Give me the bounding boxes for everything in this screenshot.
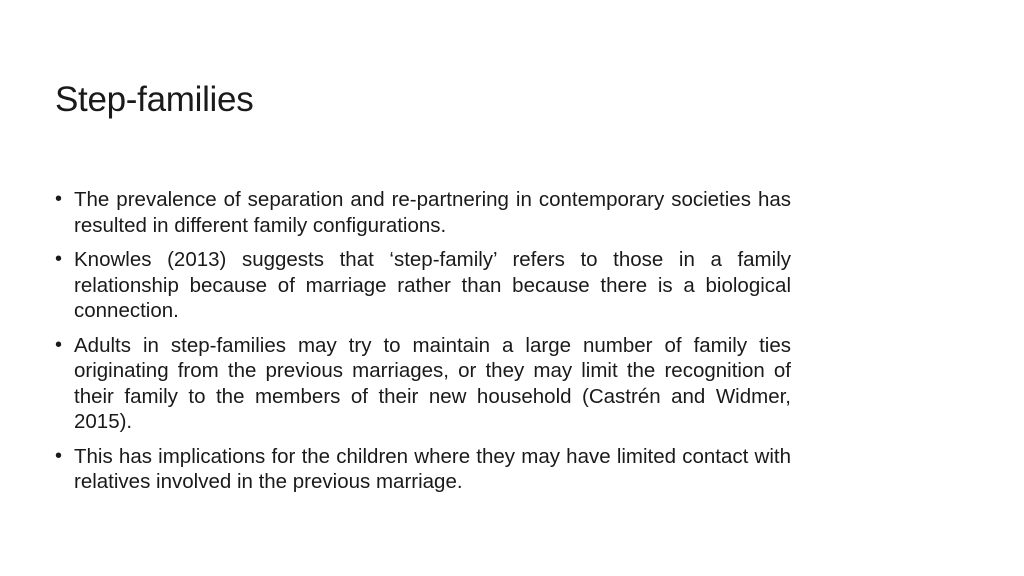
bullet-text: Adults in step-families may try to maintain a large number of family ties originating from the previous marriages, or they may limit the recognition of their family to the members of their new household (Castrén and Widmer, 2015).	[74, 333, 791, 433]
bullet-marker: •	[55, 188, 63, 210]
bullet-marker: •	[55, 444, 63, 467]
bullet-item	[55, 247, 791, 324]
bullet-marker: •	[55, 248, 63, 270]
slide-title: Step-families	[55, 80, 254, 119]
bullet-text: The prevalence of separation and re-partnering in contemporary societies has resulted in different family configurations.	[74, 188, 791, 237]
bullet-item	[55, 187, 791, 238]
bullet-item	[55, 444, 791, 495]
bullet-item	[55, 333, 791, 435]
bullet-list	[55, 187, 791, 504]
bullet-text: This has implications for the children where they may have limited contact with relatives involved in the previous marriage.	[74, 444, 791, 493]
bullet-text: Knowles (2013) suggests that ‘step-family’ refers to those in a family relationship because of marriage rather than because there is a biological connection.	[74, 248, 791, 322]
bullet-marker: •	[55, 333, 63, 356]
